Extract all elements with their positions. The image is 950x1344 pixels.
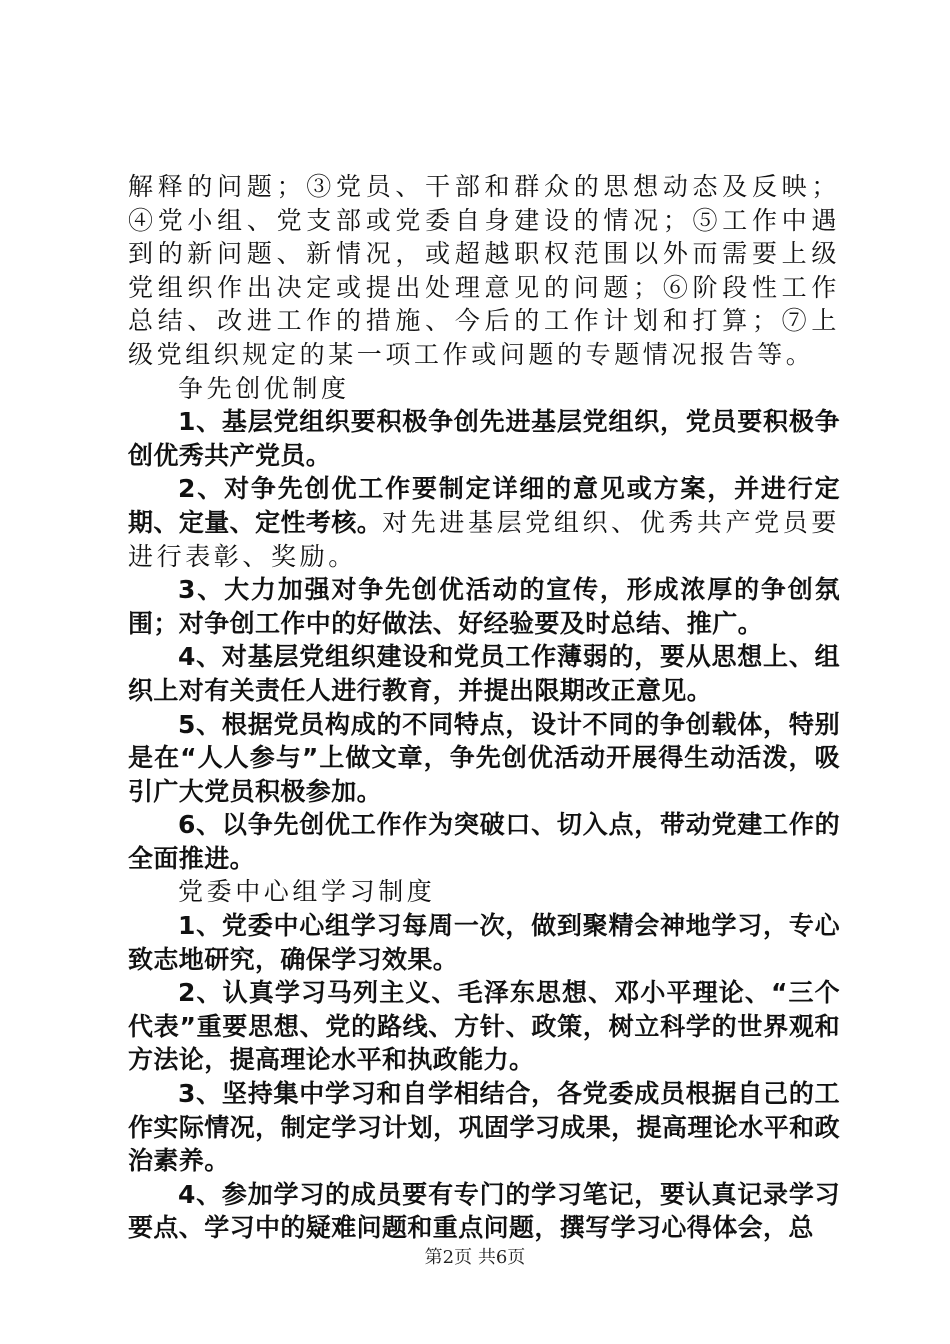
paragraph xyxy=(128,405,840,472)
paragraph-text: 党委中心组学习制度 xyxy=(178,877,436,907)
document-body xyxy=(128,170,840,1245)
paragraph-text: 3、大力加强对争先创优活动的宣传，形成浓厚的争创氛围；对争创工作中的好做法、好经验要及时总结、推广。 xyxy=(128,575,840,638)
paragraph xyxy=(128,1077,840,1178)
paragraph-text: 1、基层党组织要积极争创先进基层党组织，党员要积极争创优秀共产党员。 xyxy=(128,407,840,470)
paragraph xyxy=(128,1178,840,1245)
paragraph xyxy=(128,472,840,573)
paragraph xyxy=(128,170,840,372)
paragraph-text: 1、党委中心组学习每周一次，做到聚精会神地学习，专心致志地研究，确保学习效果。 xyxy=(128,911,840,974)
paragraph-text: 3、坚持集中学习和自学相结合，各党委成员根据自己的工作实际情况，制定学习计划，巩固学习成果，提高理论水平和政治素养。 xyxy=(128,1079,840,1176)
paragraph xyxy=(128,976,840,1077)
paragraph-text: 4、参加学习的成员要有专门的学习笔记，要认真记录学习要点、学习中的疑难问题和重点问题，撰写学习心得体会，总 xyxy=(128,1179,840,1243)
paragraph xyxy=(128,573,840,640)
paragraph xyxy=(128,640,840,707)
paragraph-text: 解释的问题；③党员、干部和群众的思想动态及反映；④党小组、党支部或党委自身建设的情况；⑤工作中遇到的新问题、新情况，或超越职权范围以外而需要上级党组织作出决定或提出处理意见的问题；⑥阶段性工作总结、改进工作的措施、今后的工作计划和打算；⑦上级党组织规定的某一项工作或问题的专题情况报告等。 xyxy=(128,172,840,369)
section-heading xyxy=(128,875,840,909)
paragraph-text: 4、对基层党组织建设和党员工作薄弱的，要从思想上、组织上对有关责任人进行教育，并提出限期改正意见。 xyxy=(128,642,840,705)
page-footer: 第2页 共6页 xyxy=(424,1247,526,1268)
paragraph xyxy=(128,708,840,809)
paragraph-text-continuation: 对先进基层党组织、优秀共产党员要进行表彰、奖励。 xyxy=(128,507,840,571)
paragraph-text: 2、对争先创优工作要制定详细的意见或方案，并进行定期、定量、定性考核。 xyxy=(128,474,840,537)
paragraph-text: 5、根据党员构成的不同特点，设计不同的争创载体，特别是在“人人参与”上做文章，争先创优活动开展得生动活泼，吸引广大党员积极参加。 xyxy=(128,709,840,806)
paragraph-text: 6、以争先创优工作作为突破口、切入点，带动党建工作的全面推进。 xyxy=(128,810,840,873)
paragraph-text: 2、认真学习马列主义、毛泽东思想、邓小平理论、“三个代表”重要思想、党的路线、方针、政策，树立科学的世界观和方法论，提高理论水平和执政能力。 xyxy=(128,978,840,1075)
paragraph-text: 争先创优制度 xyxy=(178,373,350,403)
paragraph xyxy=(128,909,840,976)
paragraph xyxy=(128,808,840,875)
section-heading xyxy=(128,372,840,406)
